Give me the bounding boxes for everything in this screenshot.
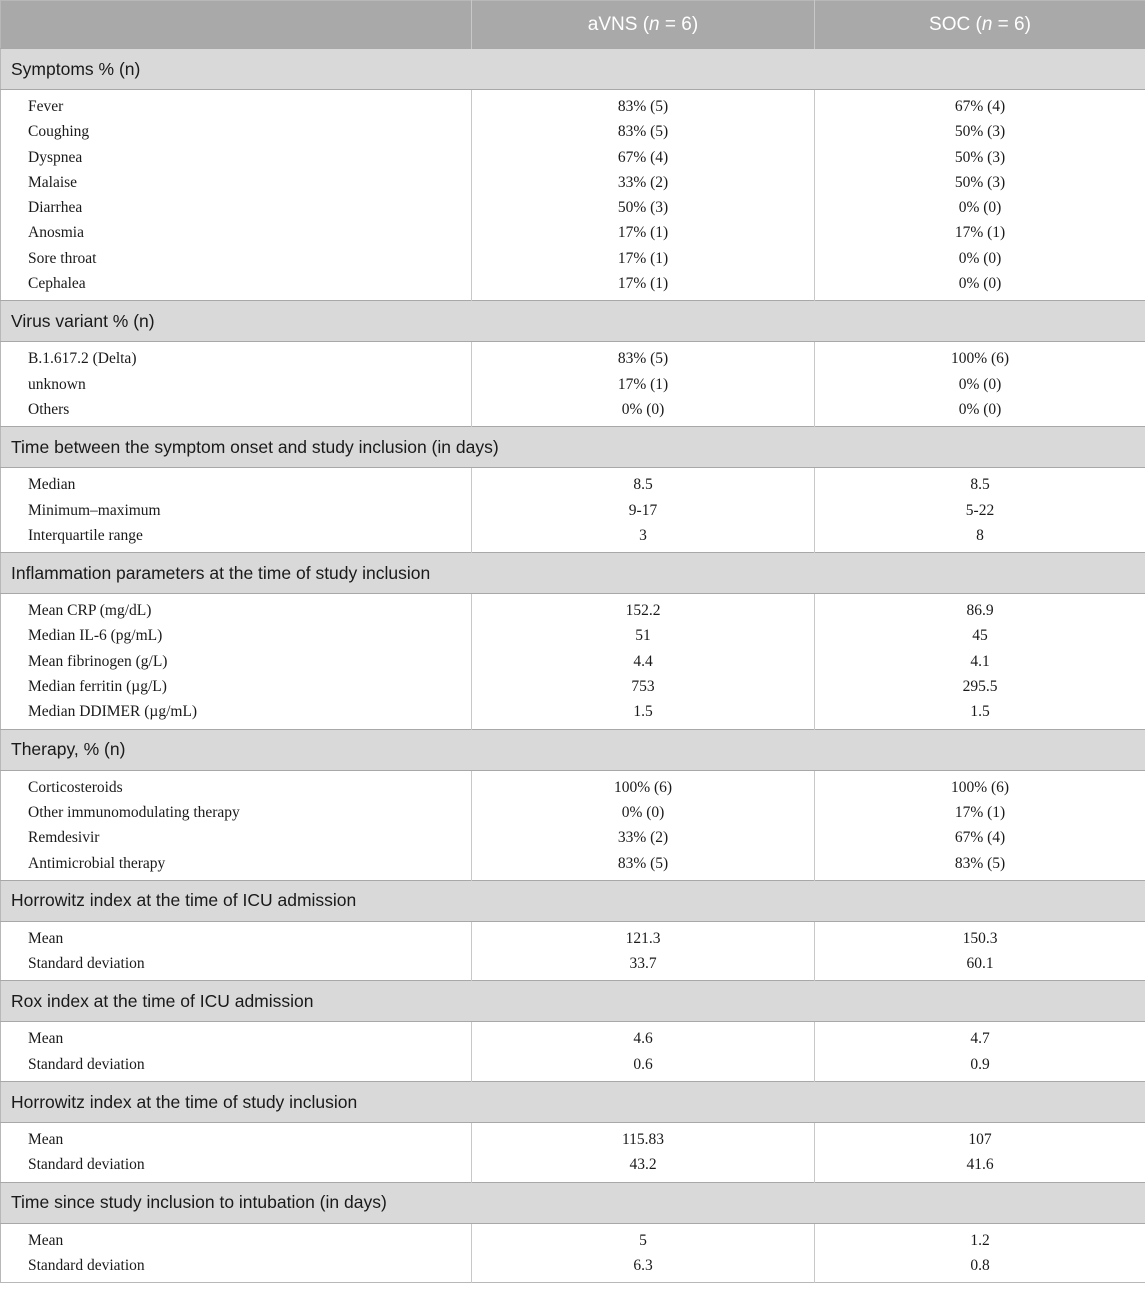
soc-value: 0.8 [970, 1256, 990, 1274]
row-label-column [1, 1022, 472, 1082]
section-title: Inflammation parameters at the time of study inclusion [1, 553, 1145, 594]
row-label: Mean [28, 1030, 64, 1048]
avns-value: 0.6 [633, 1055, 653, 1073]
soc-value: 60.1 [966, 955, 994, 973]
avns-value: 8.5 [633, 476, 653, 494]
row-label-column [1, 594, 472, 729]
soc-value: 45 [972, 627, 988, 645]
row-label: Median IL-6 (pg/mL) [28, 627, 163, 645]
soc-value: 83% (5) [954, 854, 1006, 872]
avns-value: 67% (4) [617, 148, 669, 166]
avns-value: 33% (2) [617, 829, 669, 847]
soc-value: 67% (4) [954, 829, 1006, 847]
row-label: B.1.617.2 (Delta) [28, 350, 137, 368]
soc-value: 4.7 [970, 1030, 990, 1048]
avns-value: 0% (0) [621, 803, 665, 821]
avns-value-column [472, 1022, 815, 1082]
soc-value-column [815, 1022, 1145, 1082]
avns-value: 1.5 [633, 703, 653, 721]
header-blank-cell [1, 1, 472, 49]
row-label: Other immunomodulating therapy [28, 803, 240, 821]
section-title: Virus variant % (n) [1, 301, 1145, 342]
avns-value: 51 [635, 627, 651, 645]
row-label: Coughing [28, 123, 90, 141]
avns-value: 4.6 [633, 1030, 653, 1048]
avns-value: 83% (5) [617, 123, 669, 141]
soc-value: 8.5 [970, 476, 990, 494]
row-label: Cephalea [28, 275, 86, 293]
avns-value: 17% (1) [617, 224, 669, 242]
avns-value-column [472, 468, 815, 553]
soc-value: 0% (0) [958, 375, 1002, 393]
section-data-group [1, 1022, 1145, 1082]
section-header-row [1, 880, 1145, 921]
avns-value: 121.3 [625, 929, 661, 947]
soc-value-column [815, 1123, 1145, 1183]
row-label-column [1, 1223, 472, 1283]
avns-value: 6.3 [633, 1256, 653, 1274]
row-label-column [1, 468, 472, 553]
section-title: Time since study inclusion to intubation (in days) [1, 1182, 1145, 1223]
soc-value: 0% (0) [958, 400, 1002, 418]
row-label: Antimicrobial therapy [28, 854, 166, 872]
soc-value: 1.5 [970, 703, 990, 721]
row-label: Malaise [28, 173, 78, 191]
row-label: Median DDIMER (µg/mL) [28, 703, 198, 721]
soc-value: 0.9 [970, 1055, 990, 1073]
soc-value: 100% (6) [950, 350, 1010, 368]
section-header-row [1, 427, 1145, 468]
header-row [1, 1, 1145, 49]
soc-value: 50% (3) [954, 123, 1006, 141]
row-label-column [1, 770, 472, 880]
soc-value: 67% (4) [954, 98, 1006, 115]
soc-value: 1.2 [970, 1231, 990, 1249]
row-label: unknown [28, 375, 86, 393]
section-header-row [1, 49, 1145, 90]
section-header-row [1, 729, 1145, 770]
section-header-row [1, 301, 1145, 342]
soc-value: 107 [968, 1131, 992, 1149]
row-label: Standard deviation [28, 955, 145, 973]
section-data-group [1, 770, 1145, 880]
section-data-group [1, 921, 1145, 981]
avns-value: 4.4 [633, 652, 653, 670]
row-label: Interquartile range [28, 526, 143, 544]
avns-value: 33% (2) [617, 173, 669, 191]
avns-value: 17% (1) [617, 275, 669, 293]
soc-value: 8 [976, 526, 984, 544]
avns-value-column [472, 921, 815, 981]
soc-value: 0% (0) [958, 275, 1002, 293]
row-label: Anosmia [28, 224, 84, 242]
soc-value: 295.5 [962, 678, 998, 696]
avns-value: 83% (5) [617, 854, 669, 872]
soc-value: 0% (0) [958, 199, 1002, 217]
avns-value: 3 [639, 526, 647, 544]
row-label: Sore throat [28, 249, 97, 267]
row-label: Mean [28, 929, 64, 947]
avns-value: 100% (6) [613, 778, 673, 796]
avns-value: 0% (0) [621, 400, 665, 418]
avns-value: 17% (1) [617, 249, 669, 267]
row-label: Mean [28, 1131, 64, 1149]
section-title: Therapy, % (n) [1, 729, 1145, 770]
soc-value-column [815, 342, 1145, 427]
section-data-group [1, 342, 1145, 427]
soc-value: 100% (6) [950, 778, 1010, 796]
soc-value: 17% (1) [954, 803, 1006, 821]
avns-value: 753 [631, 678, 655, 696]
soc-value: 50% (3) [954, 148, 1006, 166]
section-header-row [1, 981, 1145, 1022]
section-title: Symptoms % (n) [1, 49, 1145, 90]
header-soc: SOC (n = 6) [815, 1, 1145, 49]
section-header-row [1, 1082, 1145, 1123]
section-header-row [1, 553, 1145, 594]
avns-value: 83% (5) [617, 98, 669, 115]
section-data-group [1, 1123, 1145, 1183]
header-avns: aVNS (n = 6) [472, 1, 815, 49]
avns-value-column [472, 594, 815, 729]
table-body [1, 49, 1145, 1283]
section-title: Rox index at the time of ICU admission [1, 981, 1145, 1022]
avns-value-column [472, 770, 815, 880]
row-label: Standard deviation [28, 1055, 145, 1073]
row-label: Median ferritin (µg/L) [28, 678, 167, 696]
soc-value-column [815, 468, 1145, 553]
row-label: Dyspnea [28, 148, 83, 166]
avns-value-column [472, 342, 815, 427]
row-label: Diarrhea [28, 199, 83, 217]
row-label-column [1, 1123, 472, 1183]
soc-value-column [815, 90, 1145, 301]
soc-value: 5-22 [965, 501, 995, 519]
soc-value-column [815, 594, 1145, 729]
row-label: Corticosteroids [28, 778, 123, 796]
section-title: Horrowitz index at the time of study inclusion [1, 1082, 1145, 1123]
avns-value: 33.7 [629, 955, 657, 973]
row-label: Mean fibrinogen (g/L) [28, 652, 168, 670]
avns-value: 5 [639, 1231, 647, 1249]
soc-value: 17% (1) [954, 224, 1006, 242]
section-header-row [1, 1182, 1145, 1223]
row-label: Median [28, 476, 76, 494]
section-data-group [1, 468, 1145, 553]
section-data-group [1, 594, 1145, 729]
soc-value-column [815, 1223, 1145, 1283]
row-label: Others [28, 400, 70, 418]
soc-value-column [815, 921, 1145, 981]
row-label-column [1, 921, 472, 981]
avns-value-column [472, 90, 815, 301]
section-title: Time between the symptom onset and study inclusion (in days) [1, 427, 1145, 468]
avns-value: 115.83 [621, 1131, 665, 1149]
section-data-group [1, 90, 1145, 301]
section-title: Horrowitz index at the time of ICU admission [1, 880, 1145, 921]
row-label: Fever [28, 98, 64, 115]
soc-value: 50% (3) [954, 173, 1006, 191]
soc-value: 0% (0) [958, 249, 1002, 267]
avns-value: 50% (3) [617, 199, 669, 217]
avns-value: 83% (5) [617, 350, 669, 368]
avns-value-column [472, 1123, 815, 1183]
row-label: Minimum–maximum [28, 501, 161, 519]
soc-value: 86.9 [966, 602, 994, 620]
row-label: Mean CRP (mg/dL) [28, 602, 152, 620]
soc-value: 41.6 [966, 1156, 994, 1174]
soc-value: 4.1 [970, 652, 990, 670]
avns-value: 43.2 [629, 1156, 657, 1174]
row-label-column [1, 342, 472, 427]
soc-value-column [815, 770, 1145, 880]
avns-value: 17% (1) [617, 375, 669, 393]
row-label: Remdesivir [28, 829, 100, 847]
soc-value: 150.3 [962, 929, 998, 947]
row-label: Standard deviation [28, 1156, 145, 1174]
avns-value-column [472, 1223, 815, 1283]
row-label: Standard deviation [28, 1256, 145, 1274]
avns-value: 9-17 [628, 501, 658, 519]
section-data-group [1, 1223, 1145, 1283]
row-label: Mean [28, 1231, 64, 1249]
avns-value: 152.2 [625, 602, 661, 620]
row-label-column [1, 90, 472, 301]
